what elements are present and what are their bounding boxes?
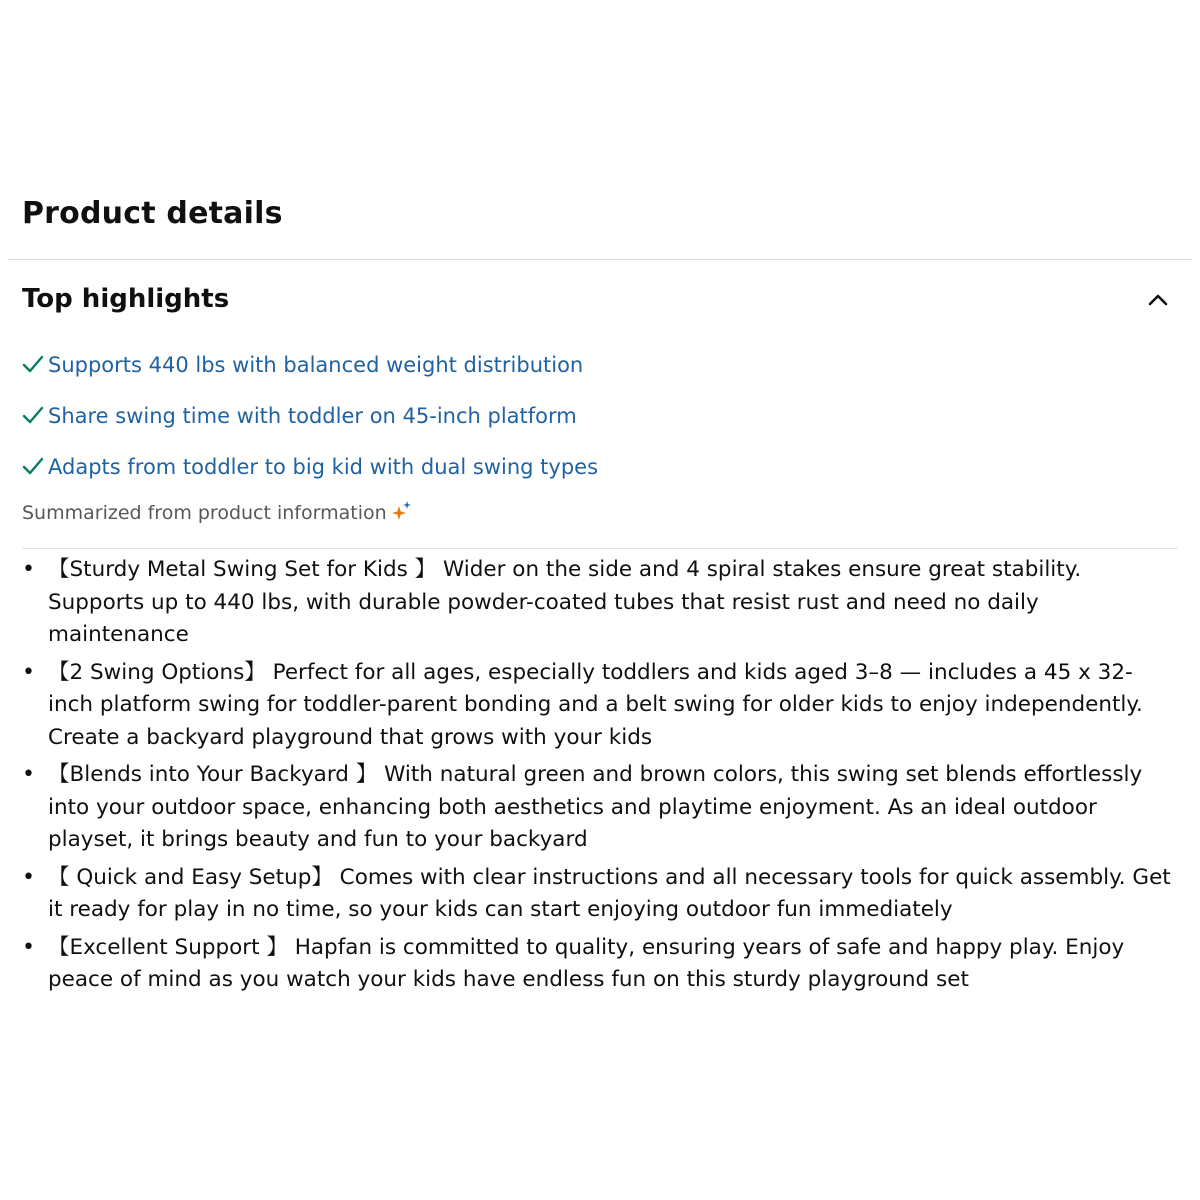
feature-bullet xyxy=(22,554,1173,652)
highlights-divider xyxy=(22,548,1178,549)
chevron-up-icon xyxy=(1148,290,1168,310)
sparkle-icon xyxy=(391,500,413,522)
top-highlights-title: Top highlights xyxy=(22,284,230,314)
collapse-toggle-button[interactable] xyxy=(1138,280,1178,320)
bullet-marker: • xyxy=(22,659,35,685)
feature-text: 【 Quick and Easy Setup】 Comes with clear instructions and all necessary tools for quick assembly. Get it ready for play in no time, so your kids can start enjoying outdoor fun immediately xyxy=(48,864,1171,922)
check-icon xyxy=(22,405,44,425)
highlight-label[interactable]: Supports 440 lbs with balanced weight distribution xyxy=(48,353,584,377)
feature-bullet xyxy=(22,759,1173,857)
feature-bullet xyxy=(22,862,1173,927)
top-highlights-header[interactable] xyxy=(22,280,1172,324)
feature-bullet xyxy=(22,932,1173,997)
highlight-label[interactable]: Adapts from toddler to big kid with dual swing types xyxy=(48,455,599,479)
section-divider xyxy=(8,259,1192,260)
summary-note xyxy=(22,502,413,524)
highlight-item[interactable] xyxy=(22,350,598,401)
highlight-item[interactable] xyxy=(22,452,598,503)
bullet-marker: • xyxy=(22,557,35,582)
check-icon xyxy=(22,354,44,374)
summary-note-text: Summarized from product information xyxy=(22,502,387,524)
highlight-label[interactable]: Share swing time with toddler on 45-inch platform xyxy=(48,404,577,428)
feature-text: 【2 Swing Options】 Perfect for all ages, especially toddlers and kids aged 3–8 — includes a 45 x 32-inch platform swing for toddler-parent bonding and a belt swing for older kids to enjoy independently. Create a backyard playground that grows with your kids xyxy=(48,659,1143,750)
product-details-title: Product details xyxy=(22,196,283,231)
bullet-marker: • xyxy=(22,934,35,960)
feature-text: 【Blends into Your Backyard 】 With natural green and brown colors, this swing set blends effortlessly into your outdoor space, enhancing both aesthetics and playtime enjoyment. As an ideal outdoor playset, it brings beauty and fun to your backyard xyxy=(48,762,1143,852)
check-icon xyxy=(22,456,44,476)
top-highlights-list xyxy=(22,350,598,503)
highlight-item[interactable] xyxy=(22,401,598,452)
feature-text: 【Sturdy Metal Swing Set for Kids 】 Wider on the side and 4 spiral stakes ensure great stability. Supports up to 440 lbs, with durable powder-coated tubes that resist rust and need no daily maintenance xyxy=(48,557,1082,647)
bullet-marker: • xyxy=(22,864,35,890)
feature-bullet xyxy=(22,657,1173,755)
feature-text: 【Excellent Support 】 Hapfan is committed to quality, ensuring years of safe and happy play. Enjoy peace of mind as you watch your kids have endless fun on this sturdy playground set xyxy=(48,934,1125,992)
feature-bullet-list xyxy=(22,554,1173,1002)
bullet-marker: • xyxy=(22,762,35,787)
